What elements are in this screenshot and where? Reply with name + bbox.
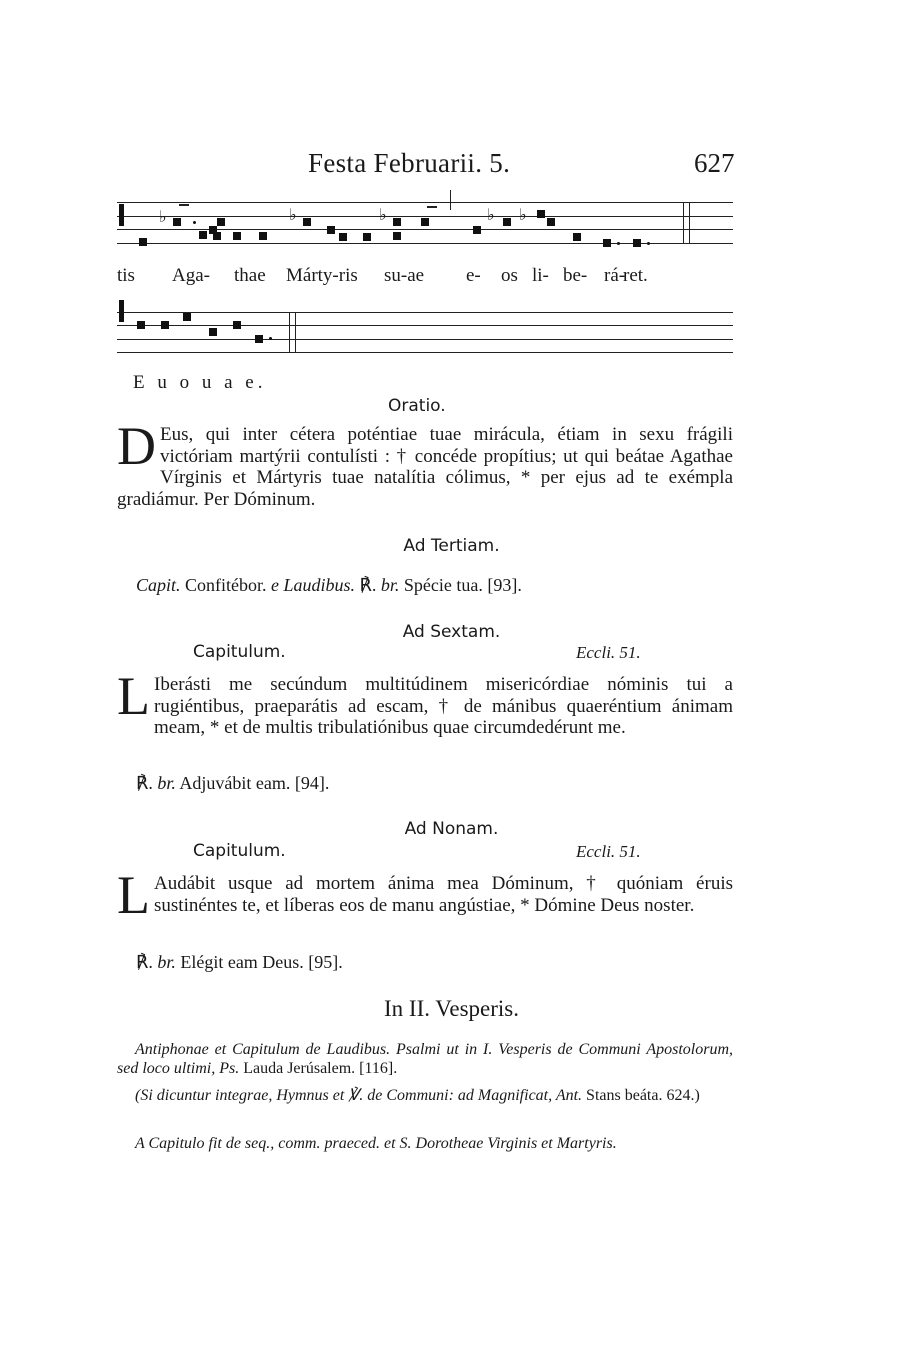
- sexta-reference: Eccli. 51.: [576, 643, 641, 662]
- sexta-text: [117, 666, 733, 739]
- capit-text: Confitébor.: [185, 575, 267, 595]
- oratio-body: Eus, qui inter cétera poténtiae tuae mirácula, étiam in sexu frágili victóriam martýrii contulísti : † concéde propítius; ut qui beátae Agathae Vírginis et Mártyris tuae natalítia cólimus, * per ejus ad te exémpla gradiámur. Per Dóminum.: [117, 424, 733, 510]
- tertia-heading: Ad Tertiam.: [403, 536, 500, 556]
- vesperae-note-1: [117, 1040, 733, 1078]
- tertia-capitulum-line: [136, 575, 522, 597]
- lyric-syllable: be-: [563, 265, 588, 286]
- note-italic: A Capitulo fit de seq., comm. praeced. et S. Dorotheae Virginis et Martyris.: [135, 1135, 617, 1152]
- dropcap: D: [117, 416, 156, 476]
- chant-1-lyrics: [117, 265, 737, 289]
- oratio-text: [117, 416, 733, 510]
- responsory-text: Spécie tua. [93].: [403, 575, 522, 595]
- nona-responsory: [136, 952, 343, 974]
- dropcap: L: [117, 865, 150, 925]
- responsory-symbol: ℟.: [359, 575, 377, 595]
- nona-text: [117, 865, 733, 925]
- sexta-heading: Ad Sextam.: [402, 622, 501, 642]
- vesperae-heading: In II. Vesperis.: [384, 996, 519, 1021]
- responsory-text: Elégit eam Deus. [95].: [180, 952, 343, 972]
- sexta-body: Iberásti me secúndum multitúdinem misericórdiae nóminis tui a rugiéntibus, praeparátis ad escam, † de mánibus quaeréntium ánimam meam, * et de multis tribulatiónibus quae circumdedérunt me.: [154, 674, 733, 738]
- capit-source: e Laudibus.: [271, 575, 356, 595]
- nona-heading: Ad Nonam.: [404, 819, 499, 839]
- lyric-syllable: thae: [234, 265, 266, 286]
- oratio-heading: Oratio.: [388, 396, 446, 416]
- lyric-syllable: os: [501, 265, 518, 286]
- chant-staff-2: [117, 306, 733, 366]
- vesperae-note-2: [117, 1086, 733, 1105]
- responsory-br: br.: [157, 952, 176, 972]
- nona-reference: Eccli. 51.: [576, 842, 641, 861]
- lyric-syllable: Márty-ris: [286, 265, 358, 286]
- responsory-symbol: ℟.: [136, 952, 153, 972]
- chant-2-lyrics: E u o u a e.: [133, 372, 267, 393]
- lyric-syllable: e-: [466, 265, 481, 286]
- note-italic: Antiphonae et Capitulum de Laudibus. Psalmi ut in I. Vesperis de Communi Apostolorum, sed loco ultimi, Ps.: [117, 1041, 733, 1077]
- nona-capitulum-label: Capitulum.: [193, 841, 286, 861]
- lyric-syllable: li-: [532, 265, 549, 286]
- responsory-text: Adjuvábit eam. [94].: [179, 773, 330, 793]
- note-italic: (Si dicuntur integrae, Hymnus et ℣. de Communi: ad Magnificat, Ant.: [135, 1087, 583, 1104]
- lyric-syllable: Aga-: [172, 265, 210, 286]
- responsory-br: br.: [157, 773, 176, 793]
- nona-body: Audábit usque ad mortem ánima mea Dóminum, † quóniam éruis sustinéntes te, et líberas eos de manu angústiae, * Dómine Deus noster.: [154, 873, 733, 916]
- note-roman: Lauda Jerúsalem. [116].: [243, 1060, 398, 1077]
- lyric-syllable: rá-: [604, 265, 626, 286]
- vesperae-note-3: [117, 1134, 733, 1153]
- sexta-capitulum-label: Capitulum.: [193, 642, 286, 662]
- chant-staff-1: ♭ ♭ ♭ ♭ ♭: [117, 196, 733, 256]
- lyric-syllable: ret.: [623, 265, 648, 286]
- lyric-syllable: tis: [117, 265, 135, 286]
- note-roman: Stans beáta. 624.): [586, 1087, 700, 1104]
- page-title: Festa Februarii. 5.: [308, 148, 511, 178]
- dropcap: L: [117, 666, 150, 726]
- responsory-br: br.: [380, 575, 400, 595]
- capit-label: Capit.: [136, 575, 181, 595]
- sexta-responsory: [136, 773, 329, 795]
- page-number: 627: [694, 148, 735, 178]
- lyric-syllable: su-ae: [384, 265, 425, 286]
- responsory-symbol: ℟.: [136, 773, 153, 793]
